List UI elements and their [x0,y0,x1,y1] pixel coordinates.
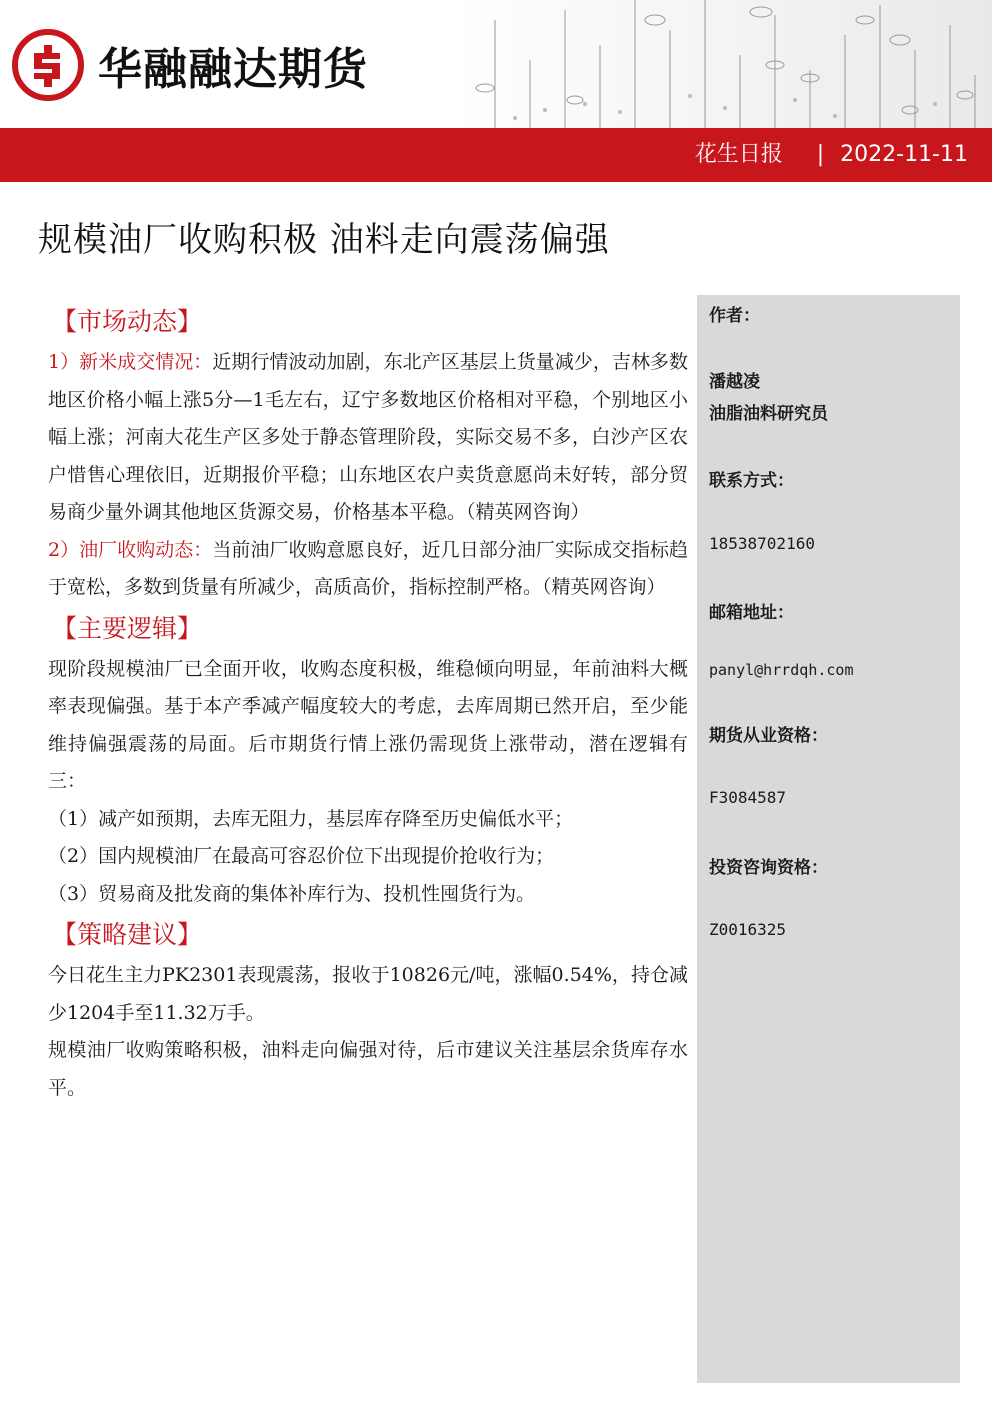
market-paragraph-1-text: 近期行情波动加剧，东北产区基层上货量减少，吉林多数地区价格小幅上涨5分—1毛左右，辽宁多数地区价格相对平稳，个别地区小幅上涨；河南大花生产区多处于静态管理阶段，实际交易不多，白沙产区农户惜售心理依旧，近期报价平稳；山东地区农户卖货意愿尚未好转，部分贸易商少量外调其他地区货源交易，价格基本平稳。（精英网咨询） [48,351,688,523]
report-title: 规模油厂收购积极 油料走向震荡偏强 [38,220,610,260]
strategy-paragraph-1: 今日花生主力PK2301表现震荡，报收于10826元/吨，涨幅0.54%，持仓减少1204手至11.32万手。 [48,964,688,1024]
section-heading-strategy: 【策略建议】 [52,920,203,949]
contact-value: 18538702160 [709,534,815,553]
author-label: 作者： [709,306,760,326]
company-name: 华融融达期货 [98,44,368,95]
email-label: 邮箱地址： [709,603,794,623]
logic-item-3: （3）贸易商及批发商的集体补库行为、投机性囤货行为。 [48,882,536,905]
market-paragraph-2-text: 当前油厂收购意愿良好，近几日部分油厂实际成交指标趋于宽松，多数到货量有所减少，高质高价，指标控制严格。（精英网咨询） [48,538,688,598]
author-title: 油脂油料研究员 [709,404,828,424]
author-name: 潘越凌 [709,372,760,392]
company-logo-icon [12,29,84,101]
report-header-bar [0,128,992,182]
contact-label: 联系方式： [709,471,794,491]
email-value: panyl@hrrdqh.com [709,661,854,679]
logic-item-1: （1）减产如预期，去库无阻力，基层库存降至历史偏低水平； [48,807,574,830]
main-content [48,300,688,1107]
header-decoration [455,0,992,128]
author-sidebar [697,295,960,1383]
logic-intro: 现阶段规模油厂已全面开收，收购态度积极，维稳倾向明显，年前油料大概率表现偏强。基于本产季减产幅度较大的考虑，去库周期已然开启，至少能维持偏强震荡的局面。后市期货行情上涨仍需现货上涨带动，潜在逻辑有三： [48,657,688,792]
company-logo [12,20,368,110]
section-heading-market: 【市场动态】 [52,307,203,336]
report-date: 2022-11-11 [840,142,968,167]
market-paragraph-1 [48,344,688,532]
futures-qual-value: F3084587 [709,788,787,807]
futures-qual-label: 期货从业资格： [709,726,828,746]
strategy-paragraph-2: 规模油厂收购策略积极，油料走向偏强对待，后市建议关注基层余货库存水平。 [48,1039,688,1099]
section-heading-logic: 【主要逻辑】 [52,613,203,643]
invest-qual-label: 投资咨询资格： [709,858,828,878]
market-paragraph-2-lead: 2）油厂收购动态： [48,538,213,561]
market-paragraph-2 [48,532,688,607]
market-paragraph-1-lead: 1）新米成交情况： [48,351,213,373]
logic-item-2: （2）国内规模油厂在最高可容忍价位下出现提价抢收行为； [48,845,555,867]
report-meta [695,128,968,182]
report-type: 花生日报 [694,142,783,167]
header-separator: | [816,142,825,167]
invest-qual-value: Z0016325 [709,920,787,939]
